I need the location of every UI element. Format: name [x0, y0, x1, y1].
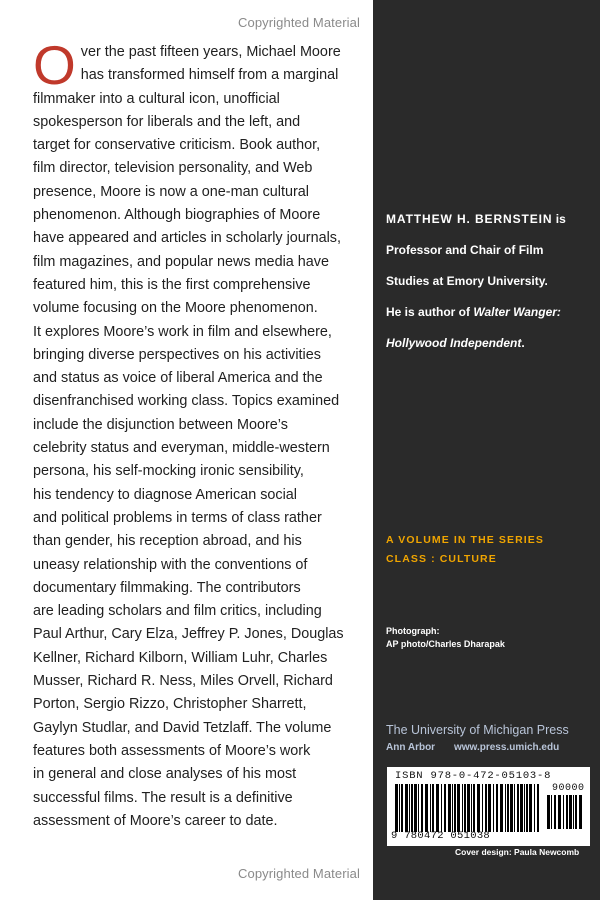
bio-line: Studies at Emory University. [386, 274, 548, 288]
blurb-line: Porton, Sergio Rizzo, Christopher Sharrett, [33, 696, 307, 713]
publisher-name: The University of Michigan Press [386, 723, 569, 737]
blurb-line: disenfranchised working class. Topics examined [33, 393, 340, 410]
author-name: MATTHEW H. BERNSTEIN [386, 212, 553, 226]
blurb-line: filmmaker into a cultural icon, unofficial [33, 90, 280, 107]
bio-line [386, 204, 586, 235]
blurb-line: include the disjunction between Moore’s [33, 416, 288, 433]
blurb-line: assessment of Moore’s career to date. [33, 812, 278, 829]
bio-prefix: He is author of [386, 305, 474, 319]
series-name: CLASS : CULTURE [386, 553, 497, 565]
book-title-cont: Hollywood Independent [386, 336, 522, 350]
bio-line: Professor and Chair of Film [386, 243, 544, 257]
blurb-line: It explores Moore’s work in film and elsewhere, [33, 323, 332, 340]
blurb-line: successful films. The result is a definitive [33, 789, 293, 806]
blurb-line: in general and close analyses of his most [33, 766, 297, 783]
blurb-line: persona, his self-mocking ironic sensibility, [33, 463, 304, 480]
dark-side-panel [373, 0, 600, 900]
price-code: 90000 [552, 783, 585, 794]
blurb-line: and political problems in terms of class rather [33, 509, 322, 526]
barcode [387, 767, 590, 846]
blurb-line: target for conservative criticism. Book author, [33, 137, 321, 154]
book-title: Walter Wanger: [473, 305, 561, 319]
bio-line [386, 328, 586, 359]
cover-design-credit: Cover design: Paula Newcomb [455, 847, 580, 857]
blurb-line: features both assessments of Moore’s work [33, 742, 311, 759]
blurb-line: Gaylyn Studlar, and David Tetzlaff. The volume [33, 719, 332, 736]
blurb-line: ver the past fifteen years, Michael Moore [80, 44, 341, 60]
author-bio [386, 204, 586, 359]
blurb-line: volume focusing on the Moore phenomenon. [33, 300, 318, 317]
blurb-line: his tendency to diagnose American social [33, 486, 297, 503]
barcode-bars-icon [395, 784, 543, 832]
series-line: A VOLUME IN THE SERIES [386, 534, 544, 546]
blurb-line: film director, television personality, and Web [33, 160, 313, 177]
blurb-line: has transformed himself from a marginal [80, 67, 339, 84]
blurb-line: Kellner, Richard Kilborn, William Luhr, Charles [33, 649, 328, 666]
blurb-line: presence, Moore is now a one-man cultural [33, 183, 309, 200]
blurb-line: uneasy relationship with the conventions of [33, 556, 308, 573]
blurb-line: Musser, Richard R. Ness, Miles Orvell, Richard [33, 673, 333, 690]
blurb-line: and status as voice of liberal America and the [33, 370, 323, 387]
publisher-city: Ann Arbor [386, 742, 436, 753]
book-blurb [33, 34, 373, 833]
watermark-top: Copyrighted Material [238, 15, 360, 30]
photo-value: AP photo/Charles Dharapak [386, 639, 505, 649]
blurb-line: featured him, this is the first comprehensive [33, 276, 311, 293]
blurb-line: spokesperson for liberals and the left, and [33, 113, 301, 130]
blurb-line: Paul Arthur, Cary Elza, Jeffrey P. Jones, Douglas [33, 626, 344, 643]
bio-name-suffix: is [552, 212, 566, 226]
series-note [386, 531, 544, 569]
blurb-line: celebrity status and everyman, middle-western [33, 440, 330, 457]
publisher-meta [386, 742, 566, 753]
publisher-url: www.press.umich.edu [454, 742, 560, 753]
ean-text: 9 780472 051038 [391, 830, 491, 842]
isbn-text: ISBN 978-0-472-05103-8 [395, 770, 552, 782]
blurb-line: than gender, his reception abroad, and his [33, 533, 302, 550]
blurb-line: film magazines, and popular news media have [33, 253, 329, 270]
bio-period: . [521, 336, 525, 350]
drop-cap: O [33, 34, 76, 96]
blurb-line: phenomenon. Although biographies of Moore [33, 207, 321, 224]
photo-label: Photograph: [386, 626, 440, 636]
price-barcode-bars-icon [547, 795, 583, 829]
blurb-line: have appeared and articles in scholarly journals, [33, 230, 341, 247]
blurb-line: documentary filmmaking. The contributors [33, 579, 301, 596]
bio-line [386, 297, 586, 328]
watermark-bottom: Copyrighted Material [238, 866, 360, 881]
blurb-line: bringing diverse perspectives on his activities [33, 346, 321, 363]
photo-credit [386, 625, 505, 651]
blurb-line: are leading scholars and film critics, including [33, 603, 322, 620]
